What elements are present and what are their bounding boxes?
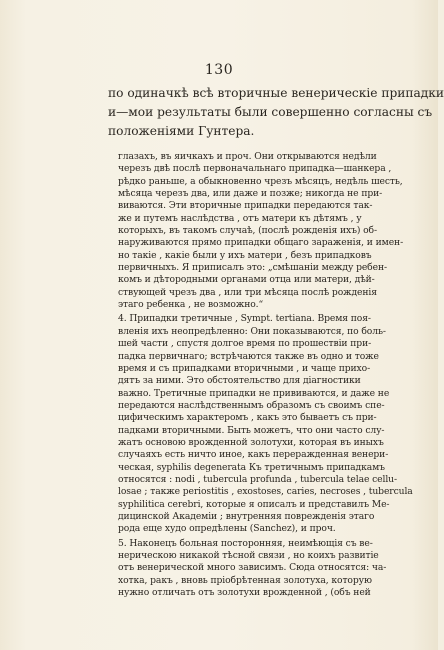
text-line: этаго ребенка , не возможно.“ — [118, 299, 264, 311]
text-line: шей части , спустя долгое время по прошествіи при- — [118, 338, 372, 350]
text-line: ствующей чрезъ два , или три мѣсяца послѣ рожденія — [118, 286, 377, 298]
text-line: относятся : nodi , tubercula profunda , tubercula telae cellu- — [118, 473, 397, 485]
page-number: 130 — [204, 62, 234, 78]
text-line: первичныхъ. Я приписалъ это: „смѣшаніи между ребен- — [118, 262, 387, 274]
text-line: цифическимъ характеромъ , какъ это бываетъ съ при- — [118, 412, 377, 424]
text-line: жатъ основою врожденной золотухи, которая въ иныхъ — [118, 436, 384, 448]
text-line: вленія ихъ неопредѣленно: Они показываются, по боль- — [118, 325, 386, 337]
text-line: дятъ за ними. Это обстоятельство для діагностики — [118, 375, 361, 387]
text-line: но такіе , какіе были у ихъ матери , безъ припадковъ — [118, 249, 372, 261]
text-line: нужно отличать отъ золотухи врожденной , (объ ней — [118, 587, 371, 599]
text-line: виваются. Эти вторичные припадки передаются так- — [118, 200, 373, 212]
text-line: 5. Наконецъ больная посторонняя, неимѣющія съ ве- — [118, 537, 373, 549]
text-line: syphilitica cerebri, которые я описалъ и представилъ Ме- — [118, 498, 390, 510]
text-line: важно. Третичные припадки не прививаются, и даже не — [118, 387, 390, 399]
paragraph-5 — [118, 538, 406, 600]
paragraph-4 — [118, 313, 413, 535]
text-line: положеніями Гунтера. — [108, 124, 255, 138]
text-line: и—мои результаты были совершенно согласны съ — [108, 105, 433, 119]
text-line: losae ; также periostitis , exostoses, caries, necroses , tubercula — [118, 486, 413, 498]
text-line: по одиначкѣ всѣ вторичные венерическіе припадки — [108, 86, 444, 100]
text-line: ческая, syphilis degenerata Къ третичнымъ припадкамъ — [118, 461, 385, 473]
text-line: рѣдко раньше, а обыкновенно чрезъ мѣсяцъ, недѣль шесть, — [118, 175, 403, 187]
text-line: рода еще худо опредѣлены (Sanchez), и проч. — [118, 523, 336, 535]
text-line: время и съ припадками вторичными , и чаще прихо- — [118, 362, 371, 374]
text-line: падка первичнаго; встрѣчаются также въ одно и тоже — [118, 350, 379, 362]
intro-paragraph — [108, 84, 444, 141]
text-line: дицинской Академіи ; внутренняя поврежденія этаго — [118, 510, 375, 522]
text-line: глазахъ, въ яичкахъ и проч. Они открываются недѣли — [118, 151, 377, 162]
text-line: наруживаются прямо припадки общаго зараженія, и имен- — [118, 237, 404, 249]
text-line: мѣсяца черезъ два, или даже и позже; никогда не при- — [118, 188, 383, 200]
text-line: же и путемъ наслѣдства , отъ матери къ дѣтямъ , у — [118, 212, 362, 224]
text-line: нерическою никакой тѣсной связи , но коихъ развитіе — [118, 550, 379, 561]
text-line: случаяхъ есть ничто иное, какъ переражденная венери- — [118, 449, 389, 461]
text-line: хотка, ракъ , вновь пріобрѣтенная золотуха, которую — [118, 574, 372, 586]
body-text — [118, 151, 413, 599]
paragraph-1 — [118, 151, 406, 311]
text-line: отъ венерической много зависимъ. Сюда относятся: ча- — [118, 562, 387, 574]
text-line: передаются наслѣдственнымъ образомъ съ своимъ спе- — [118, 399, 385, 411]
text-line: комъ и дѣтородными органами отца или матери, дѣй- — [118, 274, 375, 286]
text-line: 4. Припадки третичные , Sympt. tertiana. Время поя- — [118, 313, 371, 325]
text-line: черезъ двѣ послѣ первоначальнаго припадка—шанкера , — [118, 163, 392, 175]
text-line: которыхъ, въ такомъ случаѣ, (послѣ рожденія ихъ) об- — [118, 225, 377, 237]
text-line: падками вторичными. Быть можетъ, что они часто слу- — [118, 424, 385, 436]
